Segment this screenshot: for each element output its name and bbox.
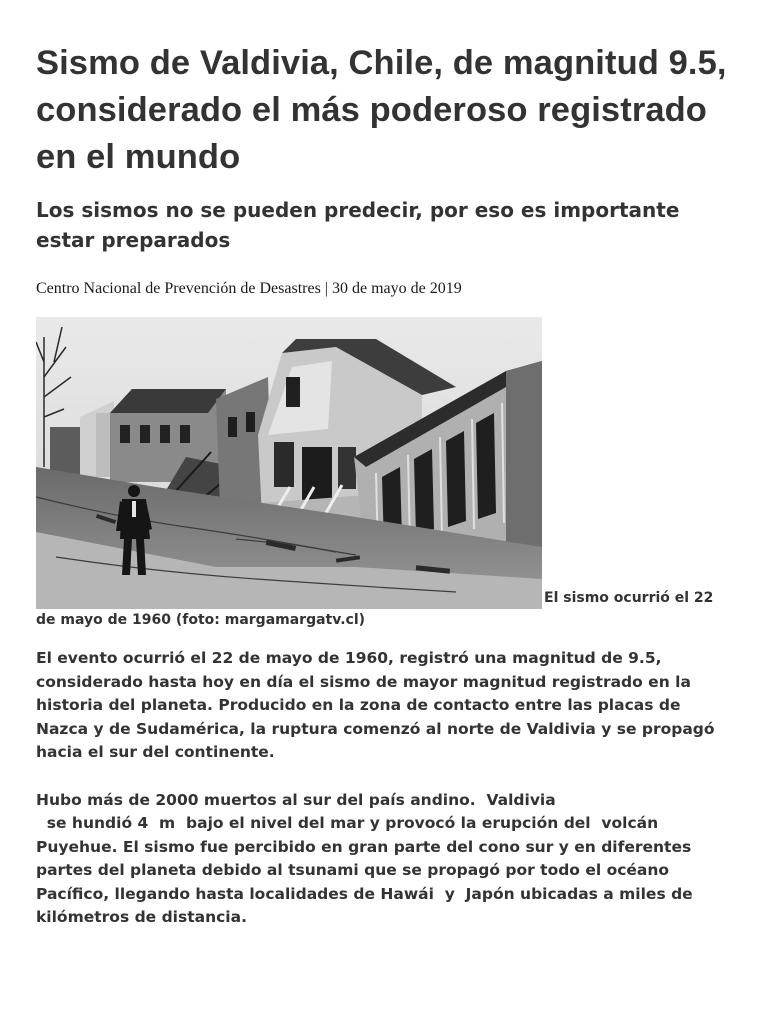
paragraph-2-text: bajo el nivel del mar y provocó la erupción del	[175, 814, 602, 832]
article-figure	[36, 317, 726, 631]
paragraph-2-text: que se propagó por todo el océano Pacífico, llegando hasta localidades de	[36, 861, 670, 903]
paragraph-2-text: Hubo más de 2000 muertos al sur del país andino.	[36, 790, 487, 809]
link-japon[interactable]: Japón	[465, 884, 515, 903]
paragraph-2-text: ubicadas a miles de kilómetros de distancia.	[36, 884, 693, 926]
photo-caption: El sismo ocurrió el 22 de mayo de 1960 (foto: margamargatv.cl)	[36, 590, 714, 628]
article-title: Sismo de Valdivia, Chile, de magnitud 9.5, considerado el más poderoso registrado en el mundo	[36, 44, 727, 176]
earthquake-photo	[36, 317, 542, 609]
paragraph-2	[36, 789, 736, 930]
paragraph-2-text: se hundió	[36, 814, 138, 832]
link-tsunami[interactable]: tsunami	[288, 861, 359, 879]
link-valdivia[interactable]: Valdivia	[486, 790, 556, 809]
article-subtitle: Los sismos no se pueden predecir, por eso es importante estar preparados	[36, 198, 680, 252]
link-4m[interactable]: 4 m	[137, 814, 176, 832]
article-byline: Centro Nacional de Prevención de Desastres | 30 de mayo de 2019	[36, 280, 462, 297]
paragraph-1: El evento ocurrió el 22 de mayo de 1960, registró una magnitud de 9.5, considerado hasta hoy en día el sismo de mayor magnitud registrado en la historia del planeta. Producido en la zona de contacto entre las placas de Nazca y de Sudamérica, la ruptura comenzó al norte de Valdivia y se propagó hacia el sur del continente.	[36, 649, 715, 761]
link-hawai[interactable]: Hawái	[380, 884, 434, 903]
paragraph-2-text: y	[433, 884, 466, 903]
article	[36, 0, 736, 930]
link-volcan-puyehue[interactable]: volcán Puyehue	[36, 814, 659, 856]
paragraph-2-text: . El sismo fue percibido en gran parte del cono sur y en diferentes partes del planeta debido al	[36, 837, 692, 879]
